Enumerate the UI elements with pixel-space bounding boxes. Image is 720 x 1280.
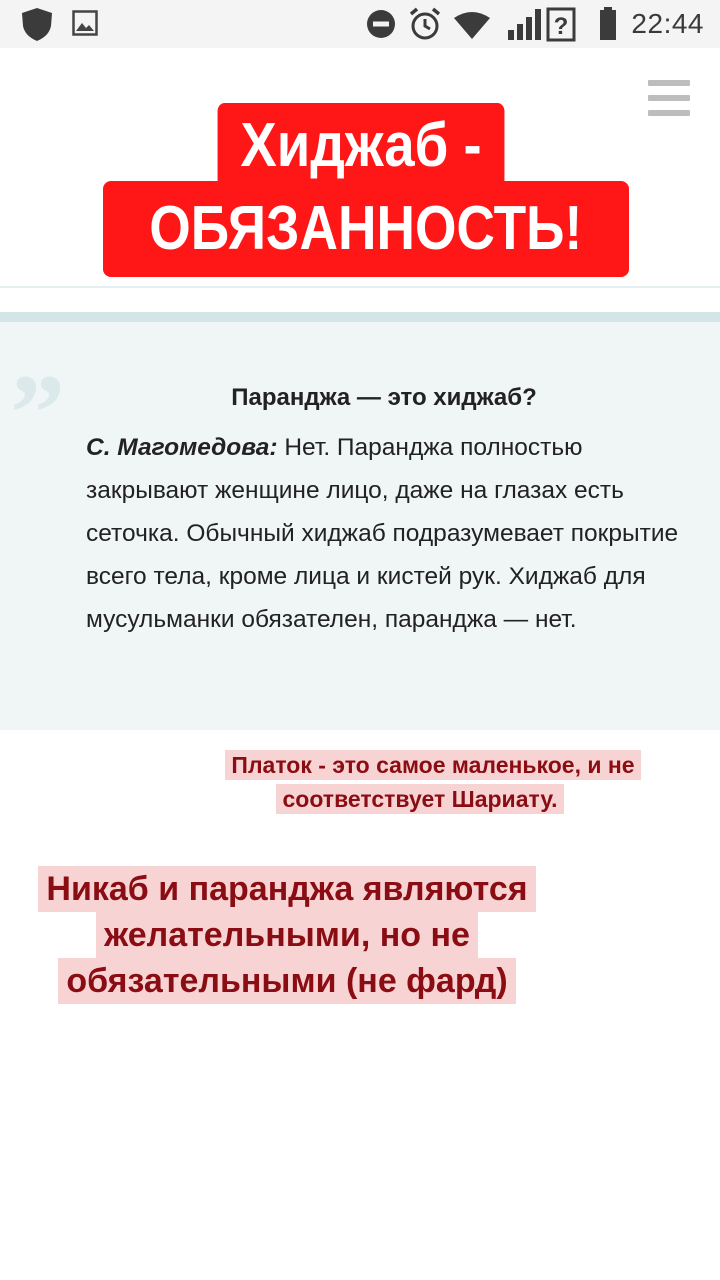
shield-icon [20, 6, 54, 42]
scarf-caption-line-1: Платок - это самое маленькое, и не [225, 750, 640, 780]
status-bar [0, 0, 720, 48]
clock-time: 22:44 [631, 8, 704, 39]
quote-top-border [0, 312, 720, 322]
quote-speaker: С. Магомедова: [86, 434, 278, 461]
quote-question: Паранджа — это хиджаб? [231, 384, 537, 411]
page-title-line-2 [103, 181, 629, 277]
svg-text:?: ? [553, 13, 569, 40]
header-divider [0, 286, 720, 288]
quote-mark-icon: ” [10, 352, 65, 474]
quote-block [0, 312, 720, 730]
hamburger-menu-icon[interactable] [648, 80, 690, 116]
niqab-caption [24, 866, 550, 1004]
signal-icon [506, 6, 578, 42]
image-icon [72, 10, 98, 36]
quote-answer: Нет. Паранджа полностью закрывают женщине лицо, даже на глазах есть сеточка. Обычный хиджаб подразумевает покрытие всего тела, кроме лица и кистей рук. Хиджаб для мусульманки обязателен, паранджа — нет. [86, 434, 679, 633]
battery-icon [598, 6, 618, 42]
do-not-disturb-icon [366, 9, 396, 39]
niqab-caption-line-1: Никаб и паранджа являются [38, 866, 535, 912]
niqab-caption-line-2: желательными, но не [96, 912, 478, 958]
scarf-caption [206, 748, 660, 782]
page-title-line-2-text: ОБЯЗАННОСТЬ! [149, 194, 583, 263]
scarf-caption-2 [206, 782, 660, 816]
niqab-caption-line-3: обязательными (не фард) [58, 958, 515, 1004]
scarf-caption-line-2: соответствует Шариату. [276, 784, 563, 814]
wifi-icon [452, 10, 492, 40]
quote-body [86, 426, 684, 641]
alarm-icon [408, 6, 442, 42]
page-title-line-1: Хиджаб - [218, 103, 505, 189]
